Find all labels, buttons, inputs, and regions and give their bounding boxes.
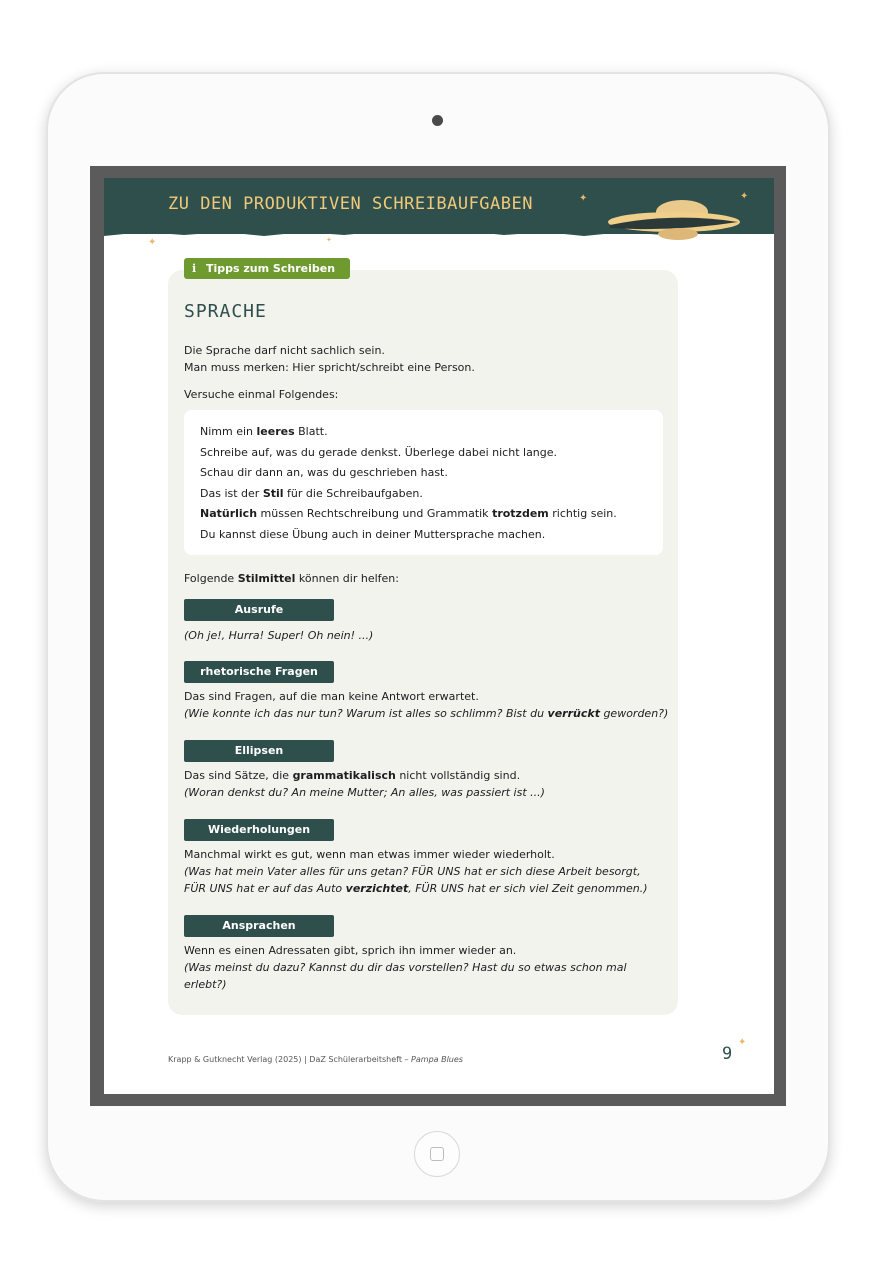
home-square-icon: [430, 1147, 444, 1161]
star-icon: ✦: [738, 1037, 747, 1048]
device-example: (Oh je!, Hurra! Super! Oh nein! ...): [184, 629, 374, 642]
intro-line: Versuche einmal Folgendes:: [184, 388, 339, 401]
star-icon: ✦: [579, 193, 588, 204]
device-example: erlebt?): [184, 978, 227, 991]
star-icon: ✦: [740, 191, 749, 202]
device-example: FÜR UNS hat er auf das Auto verzichtet, FÜR UNS hat er sich viel Zeit genommen.): [184, 882, 648, 895]
star-icon: ✦: [326, 236, 332, 244]
intro-line: Man muss merken: Hier spricht/schreibt eine Person.: [184, 361, 475, 374]
device-label-ausrufe: Ausrufe: [184, 599, 334, 621]
device-example: (Was hat mein Vater alles für uns getan? FÜR UNS hat er sich diese Arbeit besorgt,: [184, 865, 641, 878]
device-label-rhetorische-fragen: rhetorische Fragen: [184, 661, 334, 683]
document-page: [104, 178, 774, 1094]
page-number: 9: [722, 1044, 733, 1064]
tips-tag: [184, 258, 350, 279]
exercise-line: Schau dir dann an, was du geschrieben hast.: [200, 466, 448, 479]
ufo-icon: [604, 192, 744, 244]
tips-tag-label: Tipps zum Schreiben: [206, 262, 336, 275]
device-label-wiederholungen: Wiederholungen: [184, 819, 334, 841]
device-label-ellipsen: Ellipsen: [184, 740, 334, 762]
device-label-ansprachen: Ansprachen: [184, 915, 334, 937]
helpers-intro: Folgende Stilmittel können dir helfen:: [184, 572, 399, 585]
exercise-line: Natürlich müssen Rechtschreibung und Grammatik trotzdem richtig sein.: [200, 507, 617, 520]
exercise-line: Schreibe auf, was du gerade denkst. Überlege dabei nicht lange.: [200, 446, 558, 459]
device-example: (Wie konnte ich das nur tun? Warum ist alles so schlimm? Bist du verrückt geworden?): [184, 707, 669, 720]
camera-icon: [432, 115, 443, 126]
intro-line: Die Sprache darf nicht sachlich sein.: [184, 344, 385, 357]
device-description: Manchmal wirkt es gut, wenn man etwas immer wieder wiederholt.: [184, 848, 555, 861]
exercise-line: Du kannst diese Übung auch in deiner Muttersprache machen.: [200, 528, 546, 541]
device-example: (Woran denkst du? An meine Mutter; An alles, was passiert ist ...): [184, 786, 545, 799]
info-icon: i: [192, 262, 197, 275]
header-title: ZU DEN PRODUKTIVEN SCHREIBAUFGABEN: [168, 194, 533, 214]
device-description: Das sind Fragen, auf die man keine Antwort erwartet.: [184, 690, 479, 703]
exercise-line: Das ist der Stil für die Schreibaufgaben.: [200, 487, 423, 500]
footer-credit: Krapp & Gutknecht Verlag (2025) | DaZ Schülerarbeitsheft – Pampa Blues: [168, 1055, 463, 1064]
star-icon: ✦: [148, 237, 157, 248]
device-example: (Was meinst du dazu? Kannst du dir das vorstellen? Hast du so etwas schon mal: [184, 961, 627, 974]
exercise-line: Nimm ein leeres Blatt.: [200, 425, 328, 438]
section-title: SPRACHE: [184, 301, 267, 322]
home-button[interactable]: [414, 1131, 460, 1177]
device-description: Das sind Sätze, die grammatikalisch nicht vollständig sind.: [184, 769, 521, 782]
device-description: Wenn es einen Adressaten gibt, sprich ihn immer wieder an.: [184, 944, 517, 957]
